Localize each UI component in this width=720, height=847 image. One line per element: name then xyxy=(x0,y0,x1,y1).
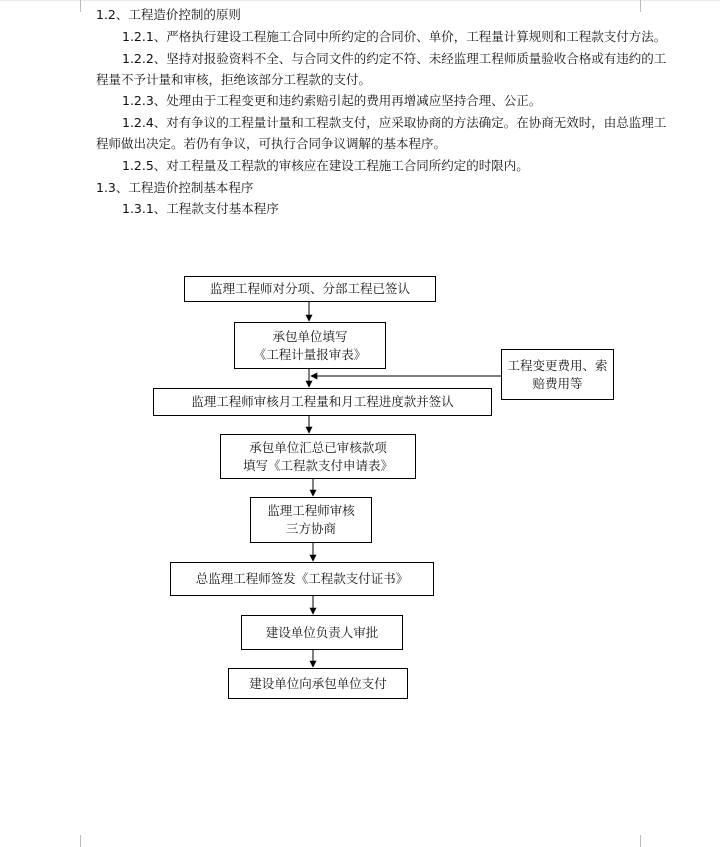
paragraph-1-2-4-line1: 1.2.4、对有争议的工程量计量和工程款支付，应采取协商的方法确定。在协商无效时，由总监理工 xyxy=(122,115,667,130)
step4-label-line2: 填写《工程款支付申请表》 xyxy=(242,457,393,473)
flowchart-step-contractor-payment-application xyxy=(220,434,416,479)
step8-label: 建设单位向承包单位支付 xyxy=(249,675,387,691)
step2-label-line1: 承包单位填写 xyxy=(272,328,348,344)
step1-label: 监理工程师对分项、分部工程已签认 xyxy=(209,281,410,296)
step4-label-line1: 承包单位汇总已审核款项 xyxy=(249,439,387,455)
side-label-line2: 赔费用等 xyxy=(532,375,583,391)
paragraph-1-2-5: 1.2.5、对工程量及工程款的审核应在建设工程施工合同所约定的时限内。 xyxy=(122,158,529,173)
flowchart-step-engineer-signoff xyxy=(184,276,436,302)
flowchart-step-owner-pays-contractor xyxy=(228,668,408,699)
flowchart-step-owner-approval xyxy=(241,615,403,650)
step2-label-line2: 《工程计量报审表》 xyxy=(253,346,367,362)
subsection-heading-1-3-1: 1.3.1、工程款支付基本程序 xyxy=(122,201,279,216)
paragraph-1-2-2-line2: 程量不予计量和审核，拒绝该部分工程款的支付。 xyxy=(96,72,372,87)
section-heading-1-3: 1.3、工程造价控制基本程序 xyxy=(96,180,254,195)
paragraph-1-2-1: 1.2.1、严格执行建设工程施工合同中所约定的合同价、单价，工程量计算规则和工程款支付方法。 xyxy=(122,29,667,44)
step6-label: 总监理工程师签发《工程款支付证书》 xyxy=(195,571,409,586)
flowchart-step-engineer-review-negotiation xyxy=(250,497,372,543)
flowchart-side-change-claim-costs xyxy=(501,349,614,400)
step5-label-line1: 监理工程师审核 xyxy=(267,503,355,518)
flowchart-step-chief-engineer-issue-certificate xyxy=(170,562,434,596)
paragraph-1-2-2-line1: 1.2.2、坚持对报验资料不全、与合同文件的约定不符、未经监理工程师质量验收合格或有违约的工 xyxy=(122,51,667,66)
flowchart-step-contractor-fill-measurement-form xyxy=(234,322,386,369)
paragraph-1-2-4-line2: 程师做出决定。若仍有争议，可执行合同争议调解的基本程序。 xyxy=(96,136,447,151)
flowchart-step-engineer-review-monthly xyxy=(153,388,492,416)
step3-label: 监理工程师审核月工程量和月工程进度款并签认 xyxy=(191,394,454,409)
paragraph-1-2-3: 1.2.3、处理由于工程变更和违约索赔引起的费用再增减应坚持合理、公正。 xyxy=(122,93,542,108)
side-label-line1: 工程变更费用、索 xyxy=(507,357,608,373)
step5-label-line2: 三方协商 xyxy=(285,521,336,536)
section-heading-1-2: 1.2、工程造价控制的原则 xyxy=(96,7,241,22)
step7-label: 建设单位负责人审批 xyxy=(265,624,379,640)
